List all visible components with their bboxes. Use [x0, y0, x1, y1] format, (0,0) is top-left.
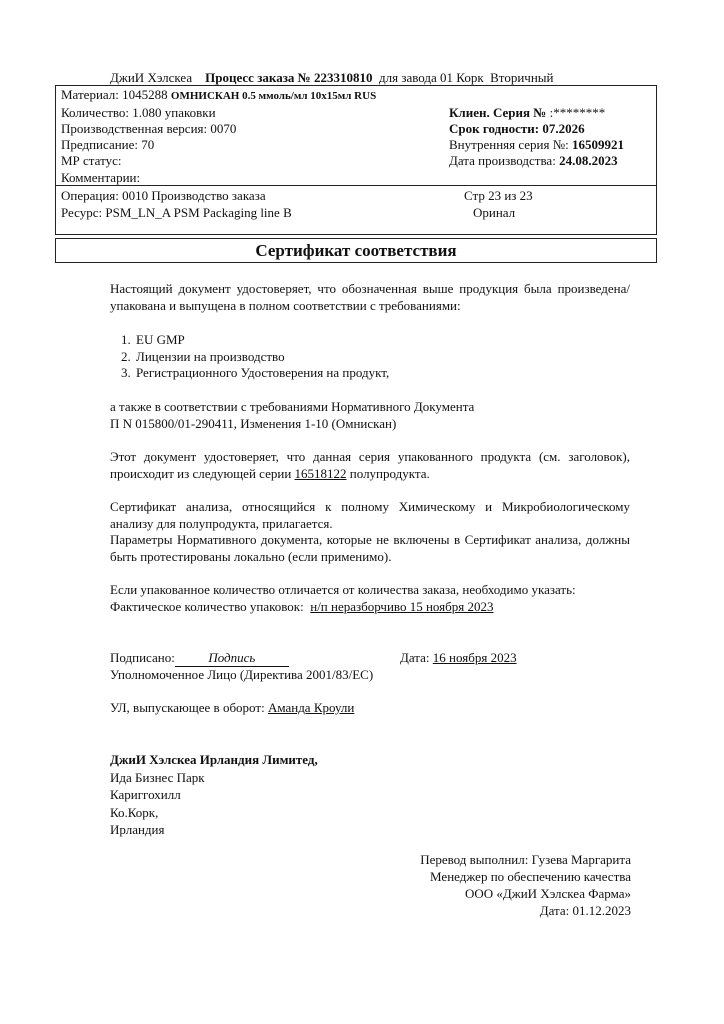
internal-series-value: 16509921: [572, 137, 625, 152]
prescription: Предписание: 70: [61, 137, 155, 152]
date-value: 16 ноября 2023: [432, 650, 517, 665]
page-number: Стр 23 из 23: [464, 188, 533, 203]
operation: Операция: 0010 Производство заказа: [61, 188, 266, 203]
address-block: [110, 751, 318, 839]
date-row: [400, 650, 517, 666]
requirements-list: [110, 332, 389, 382]
list-item: 1. EU GMP: [134, 332, 389, 349]
production-date-label: Дата производства:: [449, 153, 556, 168]
actual-quantity-value: н/п неразборчиво 15 ноября 2023: [310, 598, 494, 614]
actual-quantity: [110, 599, 630, 616]
resource: Ресурс: PSM_LN_A PSM Packaging line B: [61, 205, 292, 220]
plant-type: Вторичный: [490, 70, 554, 85]
qualified-person: Уполномоченное Лицо (Директива 2001/83/EC): [110, 667, 374, 682]
company-name: ДжиИ Хэлскеа: [110, 70, 193, 85]
analysis-paragraph-1: Сертификат анализа, относящийся к полному Химическому и Микробиологическому анализу для полупродукта, прилагается.: [110, 499, 630, 531]
signed-label: Подписано:: [110, 650, 175, 665]
internal-series: [449, 137, 624, 153]
normative-doc: [110, 399, 630, 432]
analysis-paragraph-2: Параметры Нормативного документа, которые не включены в Сертификат анализа, должны быть протестированы локально (если применимо).: [110, 532, 630, 564]
mp-status: МР статус:: [61, 153, 122, 168]
original-mark: Оринал: [473, 205, 516, 220]
origin-suffix: полупродукта.: [349, 465, 430, 481]
production-date: [449, 153, 618, 169]
signature-row: [110, 650, 289, 667]
expiry-value: : 07.2026: [534, 121, 585, 136]
address-line: Ко.Корк,: [110, 804, 159, 820]
comments: Комментарии:: [61, 170, 141, 185]
normative-line-1: а также в соответствии с требованиями Нормативного Документа: [110, 399, 475, 414]
client-series: [449, 105, 605, 121]
process-order-label: Процесс заказа № 223310810: [205, 70, 373, 85]
quantity: Количество: 1.080 упаковки: [61, 105, 216, 120]
translation-date: Дата: 01.12.2023: [539, 903, 631, 918]
material-name: ОМНИСКАН 0.5 ммоль/мл 10x15мл RUS: [170, 90, 377, 102]
translator: Перевод выполнил: Гузева Маргарита: [420, 852, 631, 867]
intro-paragraph: Настоящий документ удостоверяет, что обозначенная выше продукция была произведена/ упакована и выпущена в полном соответствии с требованиями:: [110, 281, 630, 313]
expiry: [449, 121, 585, 137]
address-line: Кариггохилл: [110, 787, 181, 802]
list-item: 2. Лицензии на производство: [134, 349, 389, 366]
address-line: Ида Бизнес Парк: [110, 769, 205, 785]
translation-block: [420, 851, 631, 919]
document-title-line: [110, 70, 553, 86]
signature-value: Подпись: [175, 650, 289, 667]
translator-role: Менеджер по обеспечению качества: [430, 869, 631, 884]
address-line: Ирландия: [110, 822, 165, 837]
client-series-value: :********: [549, 105, 606, 120]
production-date-value: 24.08.2023: [559, 153, 618, 168]
production-version: Производственная версия: 0070: [61, 121, 237, 136]
origin-text: Этот документ удостоверяет, что данная серия упакованного продукта (см. заголовок), происходит из следующей серии: [110, 449, 630, 481]
list-item: 3. Регистрационного Удостоверения на продукт,: [134, 365, 389, 382]
address-company: ДжиИ Хэлскеа Ирландия Лимитед,: [110, 752, 318, 767]
expiry-label: Срок годности: [449, 121, 535, 136]
origin-batch: 16518122: [294, 465, 347, 481]
client-series-label: Клиен. Серия №: [449, 105, 547, 120]
material-code: Материал: 1045288: [61, 87, 168, 102]
quantity-note: [110, 582, 630, 615]
releaser-name: Аманда Кроули: [267, 700, 355, 715]
certificate-title: Сертификат соответствия: [55, 238, 657, 263]
translator-org: ООО «ДжиИ Хэлскеа Фарма»: [464, 886, 631, 901]
quantity-note-text: Если упакованное количество отличается от количества заказа, необходимо указать:: [110, 582, 576, 597]
actual-quantity-label: Фактическое количество упаковок:: [110, 598, 304, 614]
releaser-row: [110, 700, 354, 716]
plant-label: для завода 01 Корк: [379, 70, 484, 85]
normative-line-2: П N 015800/01-290411, Изменения 1-10 (Омнискан): [110, 415, 397, 431]
releaser-label: УЛ, выпускающее в оборот:: [110, 700, 265, 715]
internal-series-label: Внутренняя серия №:: [449, 137, 569, 152]
divider: [56, 185, 656, 186]
material-row: [61, 87, 376, 104]
order-info-box: [55, 85, 657, 235]
date-label: Дата:: [400, 650, 430, 665]
origin-paragraph: [110, 449, 630, 482]
